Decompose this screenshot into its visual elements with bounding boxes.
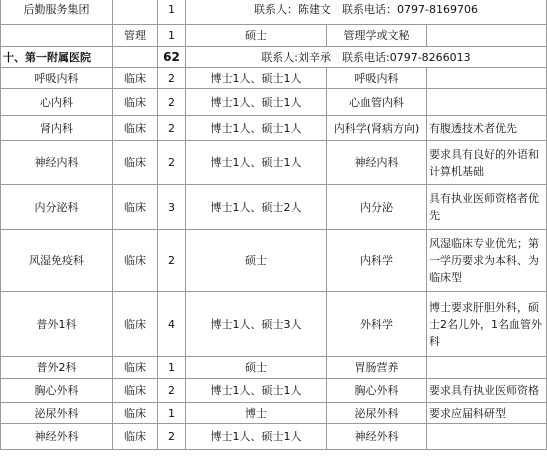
note-cell — [427, 424, 547, 450]
dept-cell: 心内科 — [1, 89, 113, 116]
major-cell: 心血管内科 — [327, 89, 427, 116]
note-cell: 博士要求肝胆外科，硕士2名儿外，1名血管外科 — [427, 292, 547, 357]
degree-cell: 博士1人、硕士1人 — [186, 379, 327, 403]
note-cell — [427, 357, 547, 379]
major-cell: 神经外科 — [327, 424, 427, 450]
table-row — [1, 230, 547, 292]
degree-cell: 博士1人、硕士2人 — [186, 185, 327, 230]
dept-cell: 神经内科 — [1, 141, 113, 185]
dept-cell: 普外2科 — [1, 357, 113, 379]
dept-cell: 泌尿外科 — [1, 403, 113, 424]
contact-info: 联系人:刘辛承 联系电话:0797-8266013 — [186, 47, 547, 68]
category-cell: 临床 — [113, 292, 158, 357]
category-cell: 临床 — [113, 116, 158, 141]
category-cell: 管理 — [113, 25, 158, 47]
table-row — [1, 25, 547, 47]
count-cell: 2 — [158, 230, 186, 292]
category-cell: 临床 — [113, 185, 158, 230]
major-cell: 胸心外科 — [327, 379, 427, 403]
table-row — [1, 185, 547, 230]
degree-cell: 博士1人、硕士1人 — [186, 68, 327, 89]
category-cell: 临床 — [113, 403, 158, 424]
degree-cell: 硕士 — [186, 25, 327, 47]
note-cell — [427, 25, 547, 47]
table-row — [1, 47, 547, 68]
table-row — [1, 141, 547, 185]
major-cell: 外科学 — [327, 292, 427, 357]
note-cell — [427, 89, 547, 116]
degree-cell: 博士1人、硕士1人 — [186, 89, 327, 116]
count-cell: 62 — [158, 47, 186, 68]
major-cell: 内科学 — [327, 230, 427, 292]
dept-cell: 内分泌科 — [1, 185, 113, 230]
major-cell: 内分泌 — [327, 185, 427, 230]
table-row — [1, 379, 547, 403]
category-cell: 临床 — [113, 230, 158, 292]
unit-name: 后勤服务集团 — [1, 0, 113, 25]
category-cell — [113, 47, 158, 68]
count-cell: 2 — [158, 379, 186, 403]
note-cell: 具有执业医师资格者优先 — [427, 185, 547, 230]
count-cell: 1 — [158, 357, 186, 379]
category-cell: 临床 — [113, 379, 158, 403]
count-cell: 1 — [158, 25, 186, 47]
count-cell: 2 — [158, 68, 186, 89]
count-cell: 3 — [158, 185, 186, 230]
count-cell: 2 — [158, 141, 186, 185]
note-cell: 有腹透技术者优先 — [427, 116, 547, 141]
degree-cell: 博士1人、硕士1人 — [186, 141, 327, 185]
degree-cell: 博士1人、硕士3人 — [186, 292, 327, 357]
dept-cell: 呼吸内科 — [1, 68, 113, 89]
major-cell: 管理学或文秘 — [327, 25, 427, 47]
table-row — [1, 68, 547, 89]
category-cell: 临床 — [113, 68, 158, 89]
table-row — [1, 292, 547, 357]
table-row — [1, 89, 547, 116]
major-cell: 神经内科 — [327, 141, 427, 185]
table-row — [1, 424, 547, 450]
count-cell: 2 — [158, 424, 186, 450]
count-cell: 2 — [158, 116, 186, 141]
degree-cell: 博士1人、硕士1人 — [186, 424, 327, 450]
degree-cell: 硕士 — [186, 357, 327, 379]
note-cell: 要求应届科研型 — [427, 403, 547, 424]
degree-cell: 博士1人、硕士1人 — [186, 116, 327, 141]
table-row — [1, 116, 547, 141]
dept-cell: 肾内科 — [1, 116, 113, 141]
unit-name: 十、第一附属医院 — [1, 47, 113, 68]
count-cell: 1 — [158, 403, 186, 424]
major-cell: 呼吸内科 — [327, 68, 427, 89]
table-row — [1, 0, 547, 25]
count-cell: 4 — [158, 292, 186, 357]
category-cell: 临床 — [113, 141, 158, 185]
dept-cell — [1, 25, 113, 47]
dept-cell: 神经外科 — [1, 424, 113, 450]
note-cell: 要求具有执业医师资格 — [427, 379, 547, 403]
dept-cell: 风湿免疫科 — [1, 230, 113, 292]
degree-cell: 博士 — [186, 403, 327, 424]
dept-cell: 普外1科 — [1, 292, 113, 357]
count-cell: 2 — [158, 89, 186, 116]
note-cell: 要求具有良好的外语和计算机基础 — [427, 141, 547, 185]
table-row — [1, 357, 547, 379]
category-cell: 临床 — [113, 424, 158, 450]
note-cell — [427, 68, 547, 89]
note-cell: 风湿临床专业优先；第一学历要求为本科、为临床型 — [427, 230, 547, 292]
major-cell: 胃肠营养 — [327, 357, 427, 379]
table-row — [1, 403, 547, 424]
degree-cell: 硕士 — [186, 230, 327, 292]
category-cell — [113, 0, 158, 25]
count-cell: 1 — [158, 0, 186, 25]
major-cell: 泌尿外科 — [327, 403, 427, 424]
dept-cell: 胸心外科 — [1, 379, 113, 403]
contact-info: 联系人：陈建文 联系电话：0797-8169706 — [186, 0, 547, 25]
category-cell: 临床 — [113, 357, 158, 379]
category-cell: 临床 — [113, 89, 158, 116]
major-cell: 内科学(肾病方向) — [327, 116, 427, 141]
